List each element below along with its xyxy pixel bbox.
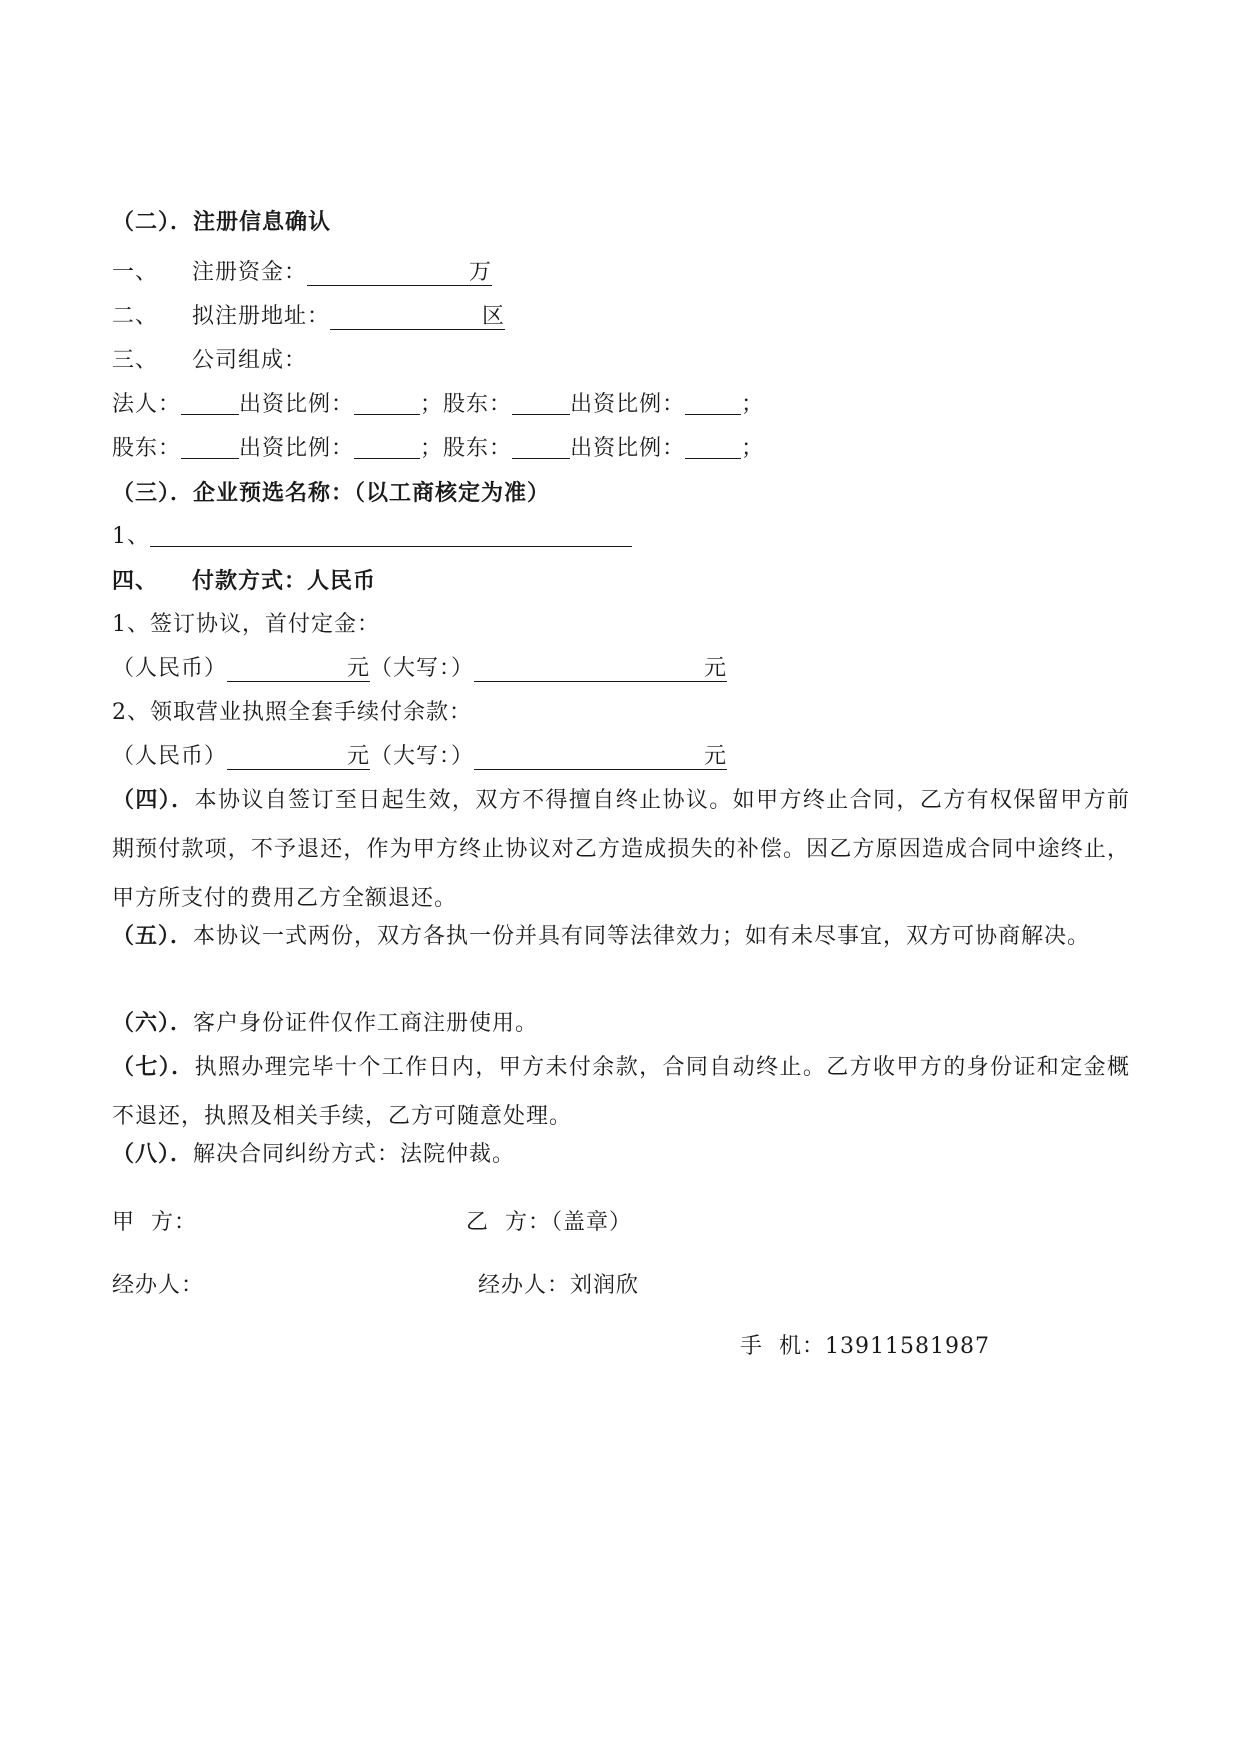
deposit-amount-field[interactable]: [227, 656, 370, 682]
shareholder-label: 股东：: [112, 436, 182, 461]
clause-text: 执照办理完毕十个工作日内，甲方未付余款，合同自动终止。乙方收甲方的身份证和定金概不退还，执照及相关手续，乙方可随意处理。: [112, 1055, 1130, 1129]
payment-step-2: 2、领取营业执照全套手续付余款：: [112, 700, 472, 725]
registered-address-unit: 区: [482, 304, 506, 329]
rmb-label: （人民币）: [112, 744, 228, 769]
ratio-label: 出资比例：: [239, 392, 355, 417]
section-4-number: 四、: [112, 568, 159, 594]
phone-number: 13911581987: [825, 1334, 990, 1359]
shareholder-label: 股东：: [443, 392, 513, 417]
item-number: 三、: [112, 348, 159, 373]
clause-text: 本协议自签订至日起生效，双方不得擅自终止协议。如甲方终止合同，乙方有权保留甲方前期预付款项，不予退还，作为甲方终止协议对乙方造成损失的补偿。因乙方原因造成合同中途终止，甲方所支付的费用乙方全额退还。: [112, 788, 1130, 911]
daxie-label: （大写：）: [370, 656, 475, 681]
clause-text: 本协议一式两份，双方各执一份并具有同等法律效力；如有未尽事宜，双方可协商解决。: [193, 924, 1091, 949]
company-name-line: [112, 522, 632, 552]
legal-person-field[interactable]: [181, 390, 239, 415]
registered-capital-label: 注册资金：: [192, 260, 308, 285]
clause-text: 解决合同纠纷方式：法院仲裁。: [193, 1142, 516, 1167]
item-number: 二、: [112, 304, 159, 329]
registered-address-field[interactable]: [330, 304, 505, 330]
registered-address-label: 拟注册地址：: [192, 304, 331, 329]
deposit-daxie-field[interactable]: [474, 656, 727, 682]
ratio-label: 出资比例：: [570, 436, 686, 461]
section-2-title: （二）．注册信息确认: [112, 209, 332, 235]
agent-a-label: 经办人：: [112, 1273, 205, 1298]
separator: ；: [420, 392, 444, 417]
section-4-title-text: 付款方式：人民币: [192, 568, 377, 594]
yuan-unit: 元: [347, 744, 371, 769]
clause-number: （六）．: [112, 1010, 194, 1036]
separator: ；: [741, 436, 765, 461]
deposit-amount-line: [112, 654, 727, 684]
rmb-label: （人民币）: [112, 656, 228, 681]
ratio-field[interactable]: [685, 434, 741, 459]
clause-number: （四）．: [112, 787, 195, 813]
phone-line: [740, 1332, 990, 1362]
shareholder-field[interactable]: [512, 434, 570, 459]
ratio-field[interactable]: [354, 434, 420, 459]
legal-person-label: 法人：: [112, 392, 182, 417]
section-3-title: （三）．企业预选名称：（以工商核定为准）: [112, 480, 551, 506]
clause-8: [112, 1130, 1130, 1179]
phone-label: 手 机：: [740, 1334, 825, 1359]
company-name-field[interactable]: [150, 522, 632, 547]
clause-4: [112, 776, 1130, 923]
clause-5: [112, 912, 1130, 961]
registered-capital-unit: 万: [469, 260, 493, 285]
clause-text: 客户身份证件仅作工商注册使用。: [193, 1011, 539, 1036]
item-number: 一、: [112, 260, 159, 285]
yuan-unit: 元: [347, 656, 371, 681]
clause-number: （八）．: [112, 1141, 194, 1167]
registered-address-line: [112, 302, 505, 332]
ratio-field[interactable]: [354, 390, 420, 415]
party-a-label: 甲 方：: [112, 1210, 197, 1235]
balance-amount-line: [112, 742, 727, 772]
separator: ；: [741, 392, 765, 417]
balance-daxie-field[interactable]: [474, 744, 727, 770]
ratio-label: 出资比例：: [570, 392, 686, 417]
clause-6: [112, 999, 1130, 1048]
clause-7: [112, 1043, 1130, 1141]
clause-number: （七）．: [112, 1054, 195, 1080]
yuan-unit: 元: [704, 744, 728, 769]
ratio-label: 出资比例：: [239, 436, 355, 461]
company-composition-line: [112, 346, 307, 376]
balance-amount-field[interactable]: [227, 744, 370, 770]
registered-capital-line: [112, 258, 492, 288]
clause-number: （五）．: [112, 923, 194, 949]
shareholder-field[interactable]: [181, 434, 239, 459]
ratio-field[interactable]: [685, 390, 741, 415]
payment-step-1: 1、签订协议，首付定金：: [112, 612, 380, 637]
company-composition-label: 公司组成：: [192, 348, 308, 373]
shareholder-label: 股东：: [443, 436, 513, 461]
shareholder-row-1: [112, 390, 764, 420]
registered-capital-field[interactable]: [307, 260, 492, 286]
item-number: 1、: [112, 524, 150, 549]
shareholder-row-2: [112, 434, 764, 464]
separator: ；: [420, 436, 444, 461]
agent-b-label: 经办人：刘润欣: [478, 1273, 640, 1298]
party-b-label: 乙 方：（盖章）: [466, 1210, 632, 1235]
section-4-title: [112, 566, 376, 596]
shareholder-field[interactable]: [512, 390, 570, 415]
daxie-label: （大写：）: [370, 744, 475, 769]
yuan-unit: 元: [704, 656, 728, 681]
